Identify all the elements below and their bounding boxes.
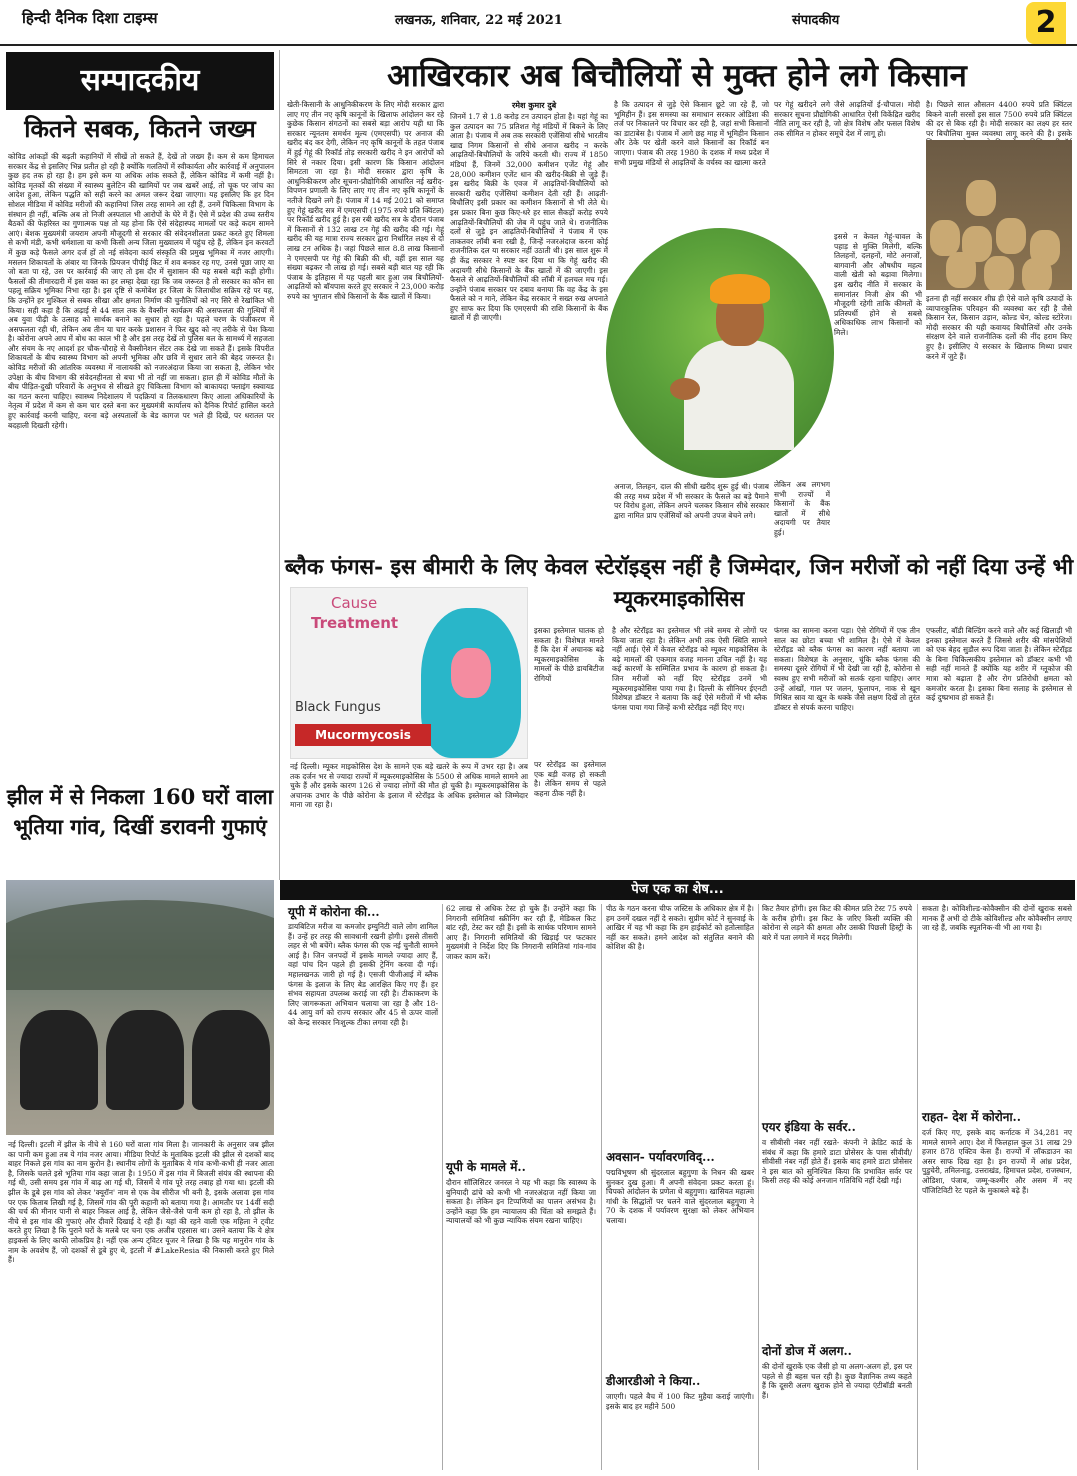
continued-heading: यूपी के मामले में.. (446, 1160, 526, 1174)
lead-column-4: पर गेहूं खरीदने लगे जैसे आढ़तियों ई-चौपाल। मोदी सरकार सूचना प्रौद्योगिकी आधारित ऐसी विकेंद्रित खरीद नीति लागू कर रही है, जो क्षेत्र विशेष और फसल विशेष तक सीमित न होकर समूचे देश में लागू हो। (774, 100, 920, 138)
dateline: लखनऊ, शनिवार, 22 मई 2021 (395, 13, 563, 28)
continued-heading: डीआरडीओ ने किया.. (606, 1374, 701, 1388)
lead-column-3-cont: अनाज, तिलहन, दाल की सीधी खरीद शुरू हुई थी। पंजाब की तरह मध्य प्रदेश में भी सरकार के फैसले का बड़े पैमाने पर विरोध हुआ, लेकिन अपने चलकर किसान सीधे सरकार द्वारा नामित प्राप एजेंसियों को अपनी उपज बेचने लगे। (614, 482, 769, 520)
graphic-treatment-label: Treatment (311, 614, 399, 632)
continued-column-2 (446, 904, 596, 1470)
masthead-bar (0, 0, 1077, 46)
continued-text: की दोनों खुराकें एक जैसी हो या अलग-अलग हों, इस पर पहले से ही बहस चल रही है। कुछ वैज्ञानिक तथ्य कहते हैं कि दूसरी अलग खुराक होने से ज्यादा एंटीबॉडी बनती हैं। (762, 1362, 912, 1400)
continued-heading: एयर इंडिया के सर्वर.. (762, 1120, 856, 1134)
continued-text: व सीबीसी नंबर नहीं रखते- कंपनी ने क्रेडिट कार्ड के संबंध में कहा कि हमारे डाटा प्रोसेसर के पास सीवीवी/सीवीसी नंबर नहीं होते हैं। इसके बाद हमारे डाटा प्रोसेसर ने इस बात को सुनिश्चित किया कि प्रभावित सर्वर पर किसी तरह की कोई अनजान गतिविधि नहीं देखी गई। (762, 1138, 912, 1186)
lead-column-3: है कि उत्पादन से जुड़े ऐसे किसान छूटे जा रहे हैं, जो भूमिहीन हैं। इस समस्या का समाधान सरकार ओडिशा की तर्ज पर निकालने पर विचार कर रही है, जहां सभी किसानों का डाटाबेस है। पंजाब में आगे छह माह में भूमिहीन किसान और ठेके पर खेती करने वाले किसानों का रिकॉर्ड बन जाएगा। पंजाब की तरह 1980 के दशक में मध्य प्रदेश में सभी प्रमुख मंडियों से आढ़तियों के वर्चस्व का खात्मा करते (614, 100, 769, 167)
grain-sacks-photo (926, 140, 1072, 290)
lead-column-4-end: लेकिन अब लगभग सभी राज्यों में किसानों के बैंक खातों में सीधे अदायगी पर तैयार हुई। (774, 480, 830, 537)
fungus-graphic (290, 587, 528, 759)
continued-text: सकता है। कोविशील्ड-कोवैक्सीन की दोनों खुराक सबसे मानक हैं अभी दो टीके कोविशील्ड और कोवैक्सीन लगाए जा रहे हैं, जबकि स्पूतनिक-वी भी आ गया है। (922, 904, 1072, 933)
lead-byline: रमेश कुमार दुबे (512, 100, 557, 110)
fungus-column-1: नई दिल्ली। म्यूकर माइकोसिस देश के सामने एक बड़े खतरे के रूप में उभर रहा है। अब तक दर्जन भर से ज्यादा राज्यों में म्यूकरमाइकोसिस के 5500 से अधिक मामले सामने आ चुके हैं और इसके कारण 126 से ज्यादा लोगों की मौत हो चुकी है। म्यूकरमाइकोसिस के अचानक उभार के पीछे कोरोना के इलाज में स्टेरॉइड के अधिक इस्तेमाल को जिम्मेदार माना जा रहा है। (290, 762, 528, 810)
village-headline: झील में से निकला 160 घरों वाला भूतिया गांव, दिखीं डरावनी गुफाएं (6, 784, 274, 839)
editorial-body: कोविड आंकड़ों की बढ़ती कहानियों में सीखें तो सकते हैं, देखें तो जख्म हैं। कम से कम हिमाचल सरकार केंद्र से इसलिए भिन्न प्रतीत हो रही है क्योंकि गलतियों में स्वीकार्यता और कार्रवाई में अनुपालन कुछ हद तक हो रहा है। हम इसे कम या अधिक आंक सकते हैं, लेकिन कोविड में कमी नहीं है। कोविड मृतकों की संख्या में स्वास्थ्य बुलेटिन की खामियों पर जब खबरें आई, तो चूक पर जांच का आदेश हुआ, लेकिन पद्धति को सही करने का अमल जरूर देखा जाएगा। यह इसलिए कि हर दिन सोशल मीडिया में कोविड मरीजों की कहानियां जिस तरह सामने आ रही हैं, उनमें चिकित्सा विभाग के संस्थान ही नहीं, बल्कि अब तो निजी अस्पताल भी आरोपों के घेरे में हैं। ऐसे में प्रदेश की उच्च स्तरीय बैठकों की फेहरिस्त का गुणात्मक पक्ष तो यह होना कि ऐसे संदेहास्पद मामलों पर कड़े कदम सामने आएं। बेशक मुख्यमंत्री जयराम अपनी मौजूदगी से सरकार की संवेदनशीलता प्रकट करते हुए शिमला से कभी मंडी, कभी धर्मशाला या कभी किसी अन्य जिला मुख्यालय में पहुंच रहे हैं, लेकिन इन करवटों में कुछ कड़े फैसले अगर दर्ज हों तो नई संवेदना कार्य संस्कृति की प्रमुख भूमिका में नजर आएगी। मसलन शिकायतों के अंबार या जिनके प्रियजन पीपीई किट में शव बनकर रह गए, उनसे पूछा जाए या जो बता पा रहे, उस पर कार्रवाई की जाए तो इस दौर में सुशासन की यह सबसे बड़ी कड़ी होगी। फैसलों की तीमारदारी में इस वक्त का हर लम्हा देखा रहा कि जब जरूरत है तो सरकार का कौन सा पहलू सक्रिय भूमिका निभा रहा है। इस दृष्टि से कमोबेश हर जिला के जिलाधीश सक्रिय रहे पर यह, कि उन्होंने हर मुश्किल से सबक सीखा और क्षमता निर्माण की चुनौतियों को नए सिरे से रेखांकित भी किया। सही कहा है कि अढ़ाई से 44 साल तक के वैक्सीन कार्यक्रम की असफलता की गुत्थियों में अब युवा पीढ़ी के उत्साह को सार्थक बनाने का सुधार हो रहा है। पहले चरण के पंजीकरण में असफलता रही थी, लेकिन अब तीन या चार करके प्रशासन ने फिर खुद को नए तरीके से पेश किया है। कोरोना अपने आप में बोध का काल भी है और इस तरह देखें तो पुलिस बल के सामर्थ्य में सहजता और संयम के नए आदर्श हर चौक-चौराहे से वैक्सीनेशन सेंटर तक देखे जा सकते हैं। इसके विपरीत शिकायतों के बीच स्वास्थ्य विभाग को अपनी भूमिका और छवि में सुधार लाने की बेहद जरूरत है। कोविड मरीजों की आंतरिक व्यवस्था में नालायकी को नजरअंदाज किया जा सकता है, लेकिन भोर उपेक्षा के बीच विभाग की संवेदनहीनता से बचा भी तो नहीं जा सकता। हाल ही में कोविड मौतों के बीच पीड़ित-दुखी परिवारों के अनुभव से सीखते हुए चिकित्सा विभाग को बाकायदा फ्लाइंग स्क्वायड का गठन करना चाहिए। स्वास्थ्य निदेशालय में पदक्रियां व तिलकधारण किए आला अधिकारियों के नेतृत्व में प्रदेश में कम से कम चार दस्ते बना कर मुख्यमंत्री कार्यालय को दैनिक रिपोर्ट हासिल करते हुए कार्रवाई करनी चाहिए, वरना बड़े अस्पतालों के बेड कागज पर भले ही दिखें, पर धरातल पर बदहाली दिखती रहेगी। (8, 152, 274, 430)
graphic-mucormycosis-label: Mucormycosis (295, 724, 431, 746)
continued-column-4 (762, 904, 912, 1470)
continued-text: पद्मविभूषण श्री सुंदरलाल बहुगुणा के निधन की खबर सुनकर दुख हुआ। मैं अपनी संवेदना प्रकट करता हूं। चिपको आंदोलन के प्रणेता थे बहुगुणा। खासियत महात्मा गांधी के सिद्धांतों पर चलने वाले सुंदरलाल बहुगुणा ने 70 के दशक में पर्यावरण सुरक्षा को लेकर अभियान चलाया। (606, 1168, 754, 1225)
lead-headline: आखिरकार अब बिचौलियों से मुक्त होने लगे किसान (387, 58, 967, 94)
graphic-black-fungus-label: Black Fungus (295, 700, 381, 715)
fungus-headline: ब्लैक फंगस- इस बीमारी के लिए केवल स्टेरॉइड्स नहीं है जिम्मेदार, जिन मरीजों को नहीं दिया उन्हें भी म्यूकरमाइकोसिस (284, 555, 1074, 612)
continued-text: दर्ज किए गए, इसके बाद कर्नाटक में 34,281 नए मामले सामने आए। देश में फिलहाल कुल 31 लाख 29 हजार 878 एक्टिव केस हैं। राज्यों में लॉकडाउन का असर साफ दिख रहा है। इन राज्यों में आंध्र प्रदेश, पुडुचेरी, तमिलनाडु, उत्तराखंड, हिमाचल प्रदेश, राजस्थान, ओडिशा, पंजाब, जम्मू-कश्मीर और असम में नए पॉजिटिविटी रेट पहले के मुकाबले बढ़े हैं। (922, 1128, 1072, 1195)
continued-heading: अवसान- पर्यावरणविद्... (606, 1150, 715, 1164)
fungus-column-2: पर स्टेरॉइड का इस्तेमाल एक बड़ी वजह हो सकती है। लेकिन समय से पहले कहना ठीक नहीं है। (534, 760, 606, 798)
editorial-title: कितने सबक, कितने जख्म (24, 114, 256, 143)
continued-heading: दोनों डोज में अलग.. (762, 1344, 852, 1358)
fungus-column-3: है और स्टेरॉइड का इस्तेमाल भी लंबे समय से लोगों पर किया जाता रहा है। लेकिन अभी तक ऐसी स्थिति सामने नहीं आई। ऐसे में केवल स्टेरॉइड को म्यूकर माइकोसिस के बढ़े मामलों की एकमात्र वजह मानना उचित नहीं है। यह कई कारणों के सम्मिलित प्रभाव के कारण हो सकता है। जिन मरीजों को नहीं दिए स्टेरॉइड उनमें भी म्यूकरमाइकोसिस पाया गया है। दिल्ली के सीनियर ईएनटी विशेषज्ञ डॉक्टर ने बताया कि कई ऐसे मरीजों में भी ब्लैक फंगस पाया गया जिन्हें कभी स्टेरॉइड नहीं दिए गए। (612, 626, 767, 712)
lead-column-5: है। पिछले साल औसतन 4400 रुपये प्रति क्विंटल बिकने वाली सरसों इस साल 7500 रुपये प्रति क्विंटल की दर से बिक रही है। मोदी सरकार का लक्ष्य हर स्तर पर बिचौलिया मुक्त व्यवस्था लागू करने की है। इसके (926, 100, 1072, 138)
continued-column-5 (922, 904, 1072, 1470)
continued-column-3 (606, 904, 754, 1470)
lead-column-4-cont: इससे न केवल गेहूं-चावल के पहाड़ से मुक्ति मिलेगी, बल्कि तिलहनों, दलहनों, मोटे अनाजों, बागवानी और औषधीय महत्व वाली खेती को बढ़ावा मिलेगा। इस खरीद नीति में सरकार के समानांतर निजी क्षेत्र की भी मौजूदगी रहेगी ताकि कीमतों के प्रतिस्पर्धी होने से सबसे अधिकाधिक लाभ किसानों को मिले। (834, 232, 922, 337)
continued-heading: राहत- देश में कोरोना.. (922, 1110, 1021, 1124)
fungus-column-4: फंगस का सामना करना पड़ा। ऐसे रोगियों में एक तीन साल का छोटा बच्चा भी शामिल है। ऐसे में केवल स्टेरॉइड को ब्लैक फंगस का कारण नहीं बताया जा सकता। विशेषज्ञ के अनुसार, चूंकि ब्लैक फंगस की समस्या दूसरे रोगियों में भी देखी जा रही है, कोरोना से स्वस्थ हुए सभी मरीजों को सतर्क रहना चाहिए। अगर उन्हें आंखों, गाल पर जलन, फूलापन, नाक से खून मिश्रित स्राव या खून के थक्के जैसे लक्षण दिखें तो तुरंत डॉक्टर से संपर्क करना चाहिए। (774, 626, 920, 712)
graphic-cause-label: Cause (331, 594, 378, 612)
lead-column-2: जिनमें 1.7 से 1.8 करोड़ टन उत्पादन होता है। यहां गेहूं का कुल उत्पादन का 75 प्रतिशत गेहूं मंडियों में बिकने के लिए आता है। पंजाब में अब तक सरकारी एजेंसियां सीधे भारतीय खाद्य निगम किसानों से सीधे अनाज खरीद न करके आढ़तियों-बिचौलियों के जरिये करती थी। राज्य में 1850 मंडियां हैं, जिनमें 32,000 कमीशन एजेंट गेहूं और 28,000 कमीशन एजेंट धान की खरीद-बिक्री से जुड़े हैं। इस खरीद बिक्री के एवज में आढ़तियों-बिचौलियों को सरकारी खरीद एजेंसियां कमीशन देती रही हैं। आढ़ती-बिचौलिए इसी प्रकार का कमीशन किसानों से भी लेते थे। इस प्रकार बिना कुछ किए-धरे हर साल सैकड़ों करोड़ रुपये आढ़तियों-बिचौलियों की जेब में पहुंच जाते थे। राजनीतिक दलों से जुड़े इन आढ़तियों-बिचौलियों ने पंजाब में एक ताकतवर लॉबी बना रखी है, जिन्हें नजरअंदाज करना कोई राजनीतिक दल या सरकार नहीं उठाती थी। इस साल शुरू में ही केंद्र सरकार ने स्पष्ट कर दिया था कि गेहूं खरीद की अदायगी सीधे किसानों के बैंक खातों में की जाएगी। इस फैसले से आढ़तियों-बिचौलियों की लॉबी में हलचल मच गई। उन्होंने पंजाब सरकार पर दबाव बनाया कि वह केंद्र के इस फैसले को न माने, लेकिन केंद्र सरकार ने सख्त रुख अपनाते हुए साफ कर दिया कि एमएसपी की राशि किसानों के बैंक खातों में ही जाएगी। (450, 112, 608, 323)
masthead-name: हिन्दी दैनिक दिशा टाइम्स (22, 9, 158, 27)
continued-from-page-one-bar: पेज एक का शेष... (280, 880, 1075, 900)
village-photo (6, 880, 274, 1135)
continued-text: जाएगी। पहले बैच में 100 किट मुहैया कराई जाएंगी। इसके बाद हर महीने 500 (606, 1392, 754, 1411)
fungus-column-1a: इसका इस्तेमाल घातक हो सकता है। विशेषज्ञ मानते हैं कि देश में अचानक बढ़े म्यूकरमाइकोसिस के मामलों के पीछे डायबिटीज रोगियों (534, 626, 604, 683)
lead-column-5-cont: इतना ही नहीं सरकार शीघ्र ही ऐसे वाले कृषि उत्पादों के व्यापारकुलिक परिवहन की व्यवस्था कर रही है जैसे किसान रेल, किसान उड़ान, कोल्ड चेन, कोल्ड स्टोरेज। मोदी सरकार की यही कवायद बिचौलियों और उनके संरक्षण देने वाले राजनीतिक दलों की नींद हराम किए हुए है। इसीलिए ये सरकार के खिलाफ मिथ्या प्रचार करने में जुटे हैं। (926, 294, 1072, 361)
section-name: संपादकीय (792, 13, 840, 28)
continued-column-1 (288, 904, 438, 1470)
farmer-photo (606, 228, 834, 478)
fungus-column-5: एफलीट, बॉडी बिल्डिंग करने वाले और कई खिलाड़ी भी इनका इस्तेमाल करते हैं जिससे शरीर की मांसपेशियों को एक बेहद सुडौल रूप दिया जाता है। लेकिन स्टेरॉइड के बिना चिकित्सकीय इस्तेमाल को डॉक्टर कभी भी सही नहीं मानते हैं क्योंकि यह शरीर में ग्लूकोज की मात्रा को बढ़ाता है और रोग प्रतिरोधी क्षमता को कमजोर करता है। इसका बिना सलाह के इस्तेमाल से कई दुष्प्रभाव हो सकते हैं। (926, 626, 1072, 703)
lead-column-1: खेती-किसानी के आधुनिकीकरण के लिए मोदी सरकार द्वारा लाए गए तीन नए कृषि कानूनों के खिलाफ आंदोलन कर रहे कुछेक किसान संगठनों का सबसे बड़ा आरोप यही था कि सरकार न्यूनतम समर्थन मूल्य (एमएसपी) पर अनाज की खरीद बंद कर देगी, लेकिन नए कृषि कानूनों के तहत पंजाब में हुई गेहूं की रिकॉर्ड तोड़ सरकारी खरीद ने इन आरोपों को सिरे से नकार दिया। इसी कारण कि किसान आंदोलन सिमटता जा रहा है। मोदी सरकार द्वारा कृषि के आधुनिकीकरण और सूचना-प्रौद्योगिकी आधारित नई खरीद-विपणन प्रणाली के लिए लाए गए तीन नए कृषि कानूनों के नतीजे दिखने लगे हैं। पंजाब में 14 मई 2021 को समाप्त हुए गेहूं खरीद सत्र में एमएसपी (1975 रुपये प्रति क्विंटल) पर रिकॉर्ड खरीद हुई है। इस रबी खरीद सत्र के दौरान पंजाब में किसानों से 132 लाख टन गेहूं की खरीद की गई। गेहूं खरीद की यह मात्रा राज्य सरकार द्वारा निर्धारित लक्ष्य से दो लाख टन अधिक है। जहां पिछले साल 8.8 लाख किसानों ने एमएसपी पर गेहूं की बिक्री की थी, वहीं इस साल यह संख्या बढ़कर नौ लाख हो गई। सबसे बड़ी बात यह रही कि पंजाब के इतिहास में यह पहली बार हुआ जब बिचौलियों-आढ़तियों को बॉयपास करते हुए सरकार ने 23,000 करोड़ रुपये का भुगतान सीधे किसानों के बैंक खातों में किया। (287, 100, 444, 301)
continued-heading: यूपी में कोरोना की... (288, 905, 380, 919)
continued-text: पीठ के गठन करना चीफ जस्टिस के अधिकार क्षेत्र में है। हम उनमें दखल नहीं दे सकते। सुप्रीम कोर्ट ने सुनवाई के आखिर में यह भी कहा कि हम हाईकोर्ट को हतोत्साहित नहीं कर सकते। हमने आदेश को संतुलित बनाने की कोशिश की है। (606, 904, 754, 952)
village-body: नई दिल्ली। इटली में झील के नीचे से 160 घरों वाला गांव मिला है। जानकारी के अनुसार जब झील का पानी कम हुआ तब ये गांव नजर आया। मीडिया रिपोर्ट के मुताबिक इटली की झील से दशकों बाद बाहर निकले इस गांव का नाम कुरोन है। स्थानीय लोगों के मुताबिक ये गांव कभी-कभी ही नजर आता है, जिसके चलते इसे भूतिया गांव कहा जाता है। 1950 में इस गांव में बिजली संयंत्र की स्थापना की गई थी, उसी समय इस गांव में बाढ़ आ गई थी, जिसमें ये गांव पूरे तरह तबाह हो गया था। इटली की झील के डूबे इस गांव को लेकर 'क्यूरॉन' नाम से एक वेब सीरीज भी बनी है, इसके अलावा इस गांव पर एक किताब लिखी गई है, जिसमें गांव की पूरी कहानी को बताया गया है। आमतौर पर 14वीं सदी की चर्च की मीनार पानी से बाहर निकल आई है, लेकिन जैसे-जैसे पानी कम हो रहा है, तो झील के नीचे से इस गांव की गुफाएं और दीवारें दिखाई दे रही हैं। यहां की रहने वाली एक महिला ने ट्वीट करते हुए लिखा है कि पुराने घरों के मलबे पर चना एक अजीब एहसास था। उसने बताया कि ये क्षेत्र हाइकर्स के लिए काफी लोकप्रिय है। नहीं एक अन्य ट्विटर यूजर ने लिखा है कि यह मानुरोन गांव के नाम के अवशेष हैं, जो दशकों से डूबे हुए थे, इटली में #LakeResia की निकासी करते हुए मिले हैं। (8, 1140, 274, 1265)
continued-text: किट तैयार होंगी। इस किट की कीमत प्रति टेस्ट 75 रुपये के करीब होगी। इस किट के जरिए किसी व्यक्ति की कोरोना से लड़ने की क्षमता और उसकी पिछली हिस्ट्री के बारे में पता लगाने में मदद मिलेगी। (762, 904, 912, 942)
page-number: 2 (1026, 2, 1066, 44)
continued-text: 62 लाख से अधिक टेस्ट हो चुके हैं। उन्होंने कहा कि निगरानी समितियां स्क्रीनिंग कर रही हैं, मेडिकल किट बांट रही, टेस्ट कर रही हैं। इसी के सार्थक परिणाम सामने आए हैं। निगरानी समितियों की खिड़ाई पर फटकार मुख्यमंत्री ने निर्देश दिए कि निगरानी समितियां गांव-गांव जाकर काम करें। (446, 904, 596, 961)
editorial-label: सम्पादकीय (6, 52, 274, 110)
continued-text: डायबिटिज मरीज या कमजोर इम्युनिटी वाले लोग शामिल हैं। उन्हें हर तरह की सावधानी रखनी होगी। इससे तीसरी लहर से भी बचेंगे। ब्लैक फंगस की एक नई चुनौती सामने आई है। जिन जनपदों में इसके मामले ज्यादा आए हैं, वहां पांच दिन पहले ही इसकी ट्रेनिंग करवा दी गई। महालखनऊ जारी हो गई है। एसजी पीजीआई में ब्लैक फंगस के इलाज के लिए बेड आरक्षित किए गए हैं। हर संभव सहायता उपलब्ध कराई जा रही है। टीकाकरण के लिए जागरूकता अभियान चलाया जा रहा है और 18-44 आयु वर्ग को राज्य सरकार और 45 से ऊपर वालों को केन्द्र सरकार निःशुल्क टीका लगवा रही है। (288, 922, 438, 1027)
continued-text: दौरान सॉलिसिटर जनरल ने यह भी कहा कि स्वास्थ्य के बुनियादी ढांचे को कभी भी नजरअंदाज नहीं किया जा सकता है। लेकिन इन टिप्पणियों का पालन असंभव है। उन्होंने कहा कि हम न्यायालय की चिंता को समझते हैं। न्यायालयों को भी कुछ न्यायिक संयम रखना चाहिए। (446, 1178, 596, 1226)
